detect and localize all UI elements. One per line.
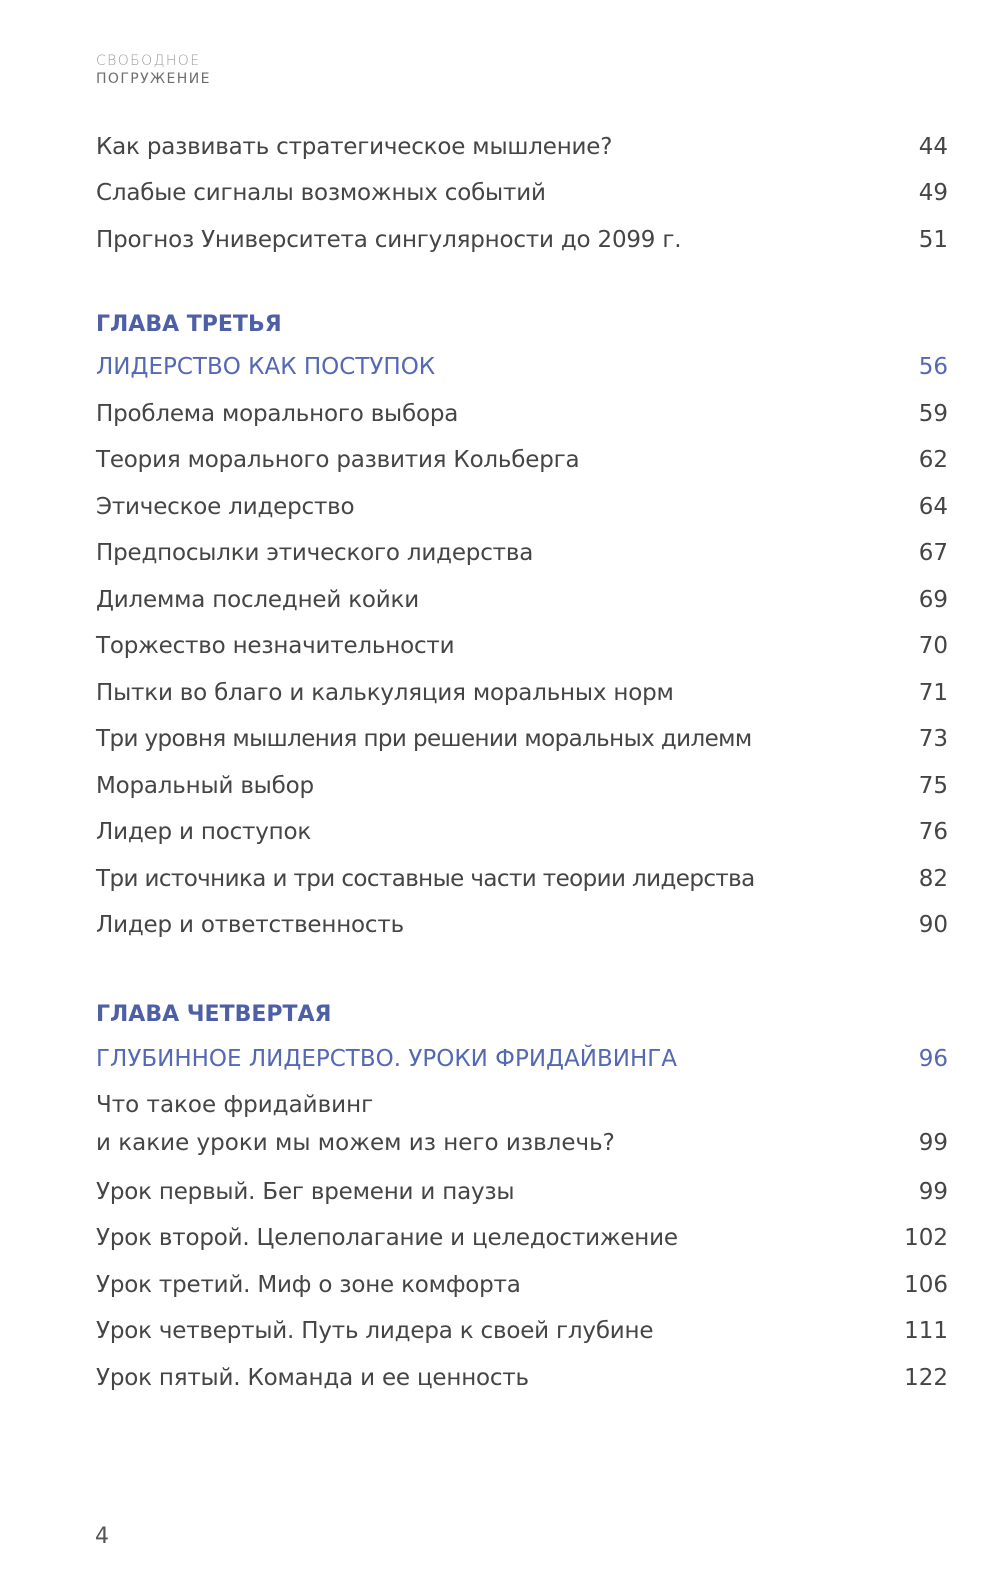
toc-entry-title-line-1: Что такое фридайвинг [96, 1092, 374, 1118]
toc-entry-page: 49 [918, 180, 948, 206]
toc-entry-title-line-2: и какие уроки мы можем из него извлечь? [96, 1130, 615, 1156]
chapter-title: ГЛУБИННОЕ ЛИДЕРСТВО. УРОКИ ФРИДАЙВИНГА [96, 1046, 677, 1072]
toc-entry[interactable] [96, 625, 948, 659]
toc-entry[interactable] [96, 439, 948, 473]
toc-entry-title: Торжество незначительности [96, 633, 455, 659]
toc-entry[interactable] [96, 811, 948, 845]
chapter-label: ГЛАВА ТРЕТЬЯ [96, 312, 282, 337]
toc-entry-title: Моральный выбор [96, 773, 314, 799]
toc-entry-page: 99 [918, 1179, 948, 1205]
toc-entry-page: 70 [918, 633, 948, 659]
toc-entry[interactable] [96, 1217, 948, 1251]
toc-entry[interactable] [96, 393, 948, 427]
toc-entry[interactable] [96, 672, 948, 706]
toc-entry[interactable] [96, 858, 948, 892]
toc-entry[interactable] [96, 1086, 948, 1162]
toc-entry-title: Проблема морального выбора [96, 401, 459, 427]
toc-entry[interactable] [96, 904, 948, 938]
toc-entry-page: 44 [918, 134, 948, 160]
toc-entry-page: 73 [918, 726, 948, 752]
chapter-page: 56 [918, 354, 948, 380]
toc-entry[interactable] [96, 126, 948, 160]
toc-entry[interactable] [96, 1264, 948, 1298]
toc-entry-page: 102 [904, 1225, 948, 1251]
toc-entry-title: Урок пятый. Команда и ее ценность [96, 1365, 529, 1391]
toc-entry-page: 59 [918, 401, 948, 427]
toc-entry-title: Предпосылки этического лидерства [96, 540, 534, 566]
toc-entry-title: Урок третий. Миф о зоне комфорта [96, 1272, 521, 1298]
toc-entry-title: Три источника и три составные части теории лидерства [96, 866, 755, 892]
toc-entry-page: 122 [904, 1365, 948, 1391]
toc-entry-title: Три уровня мышления при решении моральных дилемм [96, 726, 752, 752]
toc-entry-page: 75 [918, 773, 948, 799]
toc-entry-title: Лидер и поступок [96, 819, 312, 845]
toc-entry-title: Урок четвертый. Путь лидера к своей глубине [96, 1318, 654, 1344]
chapter-title-row[interactable] [96, 346, 948, 380]
toc-entry-page: 62 [918, 447, 948, 473]
toc-entry[interactable] [96, 1310, 948, 1344]
toc-entry-page: 82 [918, 866, 948, 892]
toc-entry-title: Лидер и ответственность [96, 912, 404, 938]
toc-entry[interactable] [96, 579, 948, 613]
toc-entry-page: 99 [918, 1130, 948, 1156]
toc-entry[interactable] [96, 718, 948, 752]
toc-entry-page: 90 [918, 912, 948, 938]
toc-entry-title: Теория морального развития Кольберга [96, 447, 580, 473]
chapter-title-row[interactable] [96, 1038, 948, 1072]
toc-entry[interactable] [96, 532, 948, 566]
toc-entry-page: 76 [918, 819, 948, 845]
header-line-2: ПОГРУЖЕНИЕ [96, 71, 211, 87]
chapter-title: ЛИДЕРСТВО КАК ПОСТУПОК [96, 354, 436, 380]
toc-entry-page: 64 [918, 494, 948, 520]
toc-entry-title: Дилемма последней койки [96, 587, 419, 613]
chapter-page: 96 [918, 1046, 948, 1072]
toc-entry[interactable] [96, 1357, 948, 1391]
toc-entry-title: Слабые сигналы возможных событий [96, 180, 546, 206]
toc-entry-title: Урок второй. Целеполагание и целедостижение [96, 1225, 678, 1251]
toc-entry-title: Пытки во благо и калькуляция моральных норм [96, 680, 674, 706]
chapter-label: ГЛАВА ЧЕТВЕРТАЯ [96, 1002, 332, 1027]
page-number: 4 [95, 1524, 109, 1549]
toc-entry-page: 106 [904, 1272, 948, 1298]
toc-entry-title: Как развивать стратегическое мышление? [96, 134, 613, 160]
toc-entry[interactable] [96, 172, 948, 206]
toc-entry-page: 111 [904, 1318, 948, 1344]
toc-entry-page: 67 [918, 540, 948, 566]
toc-entry-title: Этическое лидерство [96, 494, 355, 520]
toc-entry-page: 71 [918, 680, 948, 706]
toc-entry[interactable] [96, 486, 948, 520]
toc-entry-title: Прогноз Университета сингулярности до 2099 г. [96, 227, 682, 253]
toc-entry[interactable] [96, 1171, 948, 1205]
toc-entry-page: 69 [918, 587, 948, 613]
toc-entry-page: 51 [918, 227, 948, 253]
toc-entry-title: Урок первый. Бег времени и паузы [96, 1179, 515, 1205]
toc-entry[interactable] [96, 765, 948, 799]
header-line-1: СВОБОДНОЕ [96, 53, 201, 69]
toc-entry[interactable] [96, 219, 948, 253]
running-header [96, 52, 211, 88]
